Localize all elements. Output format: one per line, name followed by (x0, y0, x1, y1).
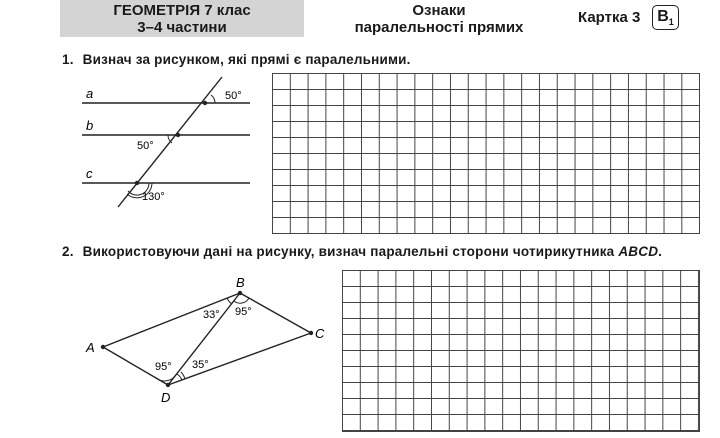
transversal (118, 77, 222, 207)
point-c (135, 181, 139, 185)
angle-label-b-33: 33° (203, 309, 220, 321)
label-line-c: c (86, 166, 93, 181)
angle-label-c: 130° (142, 191, 165, 203)
angle-label-b-95: 95° (235, 306, 252, 318)
label-vertex-b: B (236, 275, 245, 290)
vertex-c (309, 331, 313, 335)
angle-arc-d2 (177, 374, 182, 380)
task-2-period: . (658, 244, 663, 259)
variant-index: 1 (668, 17, 674, 28)
task-2-number: 2. (62, 244, 74, 259)
angle-label-d-35: 35° (192, 359, 209, 371)
angle-arc-b1 (227, 298, 232, 304)
task-1-number: 1. (62, 52, 74, 67)
vertex-d (166, 383, 170, 387)
answer-grid-2[interactable] (342, 270, 700, 432)
label-line-b: b (86, 118, 94, 133)
angle-label-b: 50° (137, 140, 154, 152)
point-a (203, 101, 207, 105)
label-vertex-a: A (86, 340, 95, 355)
label-vertex-d: D (161, 390, 171, 405)
task-1-text: Визнач за рисунком, які прямі є паралельними. (82, 52, 411, 67)
angle-arc-b (168, 135, 172, 143)
angle-arc-d1 (156, 375, 176, 381)
topic-line-1: Ознаки (412, 2, 466, 19)
variant-letter: В (657, 8, 669, 25)
quadrilateral-name: ABCD (618, 244, 659, 259)
task-2-prompt (62, 244, 662, 259)
angle-arc-a (211, 95, 215, 103)
angle-label-d-95: 95° (155, 361, 172, 373)
subject-title: ГЕОМЕТРІЯ 7 клас (113, 2, 251, 19)
label-line-a: a (86, 86, 94, 101)
angle-label-a: 50° (225, 90, 242, 102)
point-b (176, 133, 180, 137)
task-2-text: Використовуючи дані на рисунку, визнач паралельні сторони чотирикутника (82, 244, 619, 259)
side-cd (168, 333, 311, 385)
angle-arc-d3 (181, 372, 185, 379)
card-label: Картка 3 (578, 9, 641, 26)
label-vertex-c: C (315, 326, 325, 341)
answer-grid-1[interactable] (272, 73, 700, 234)
vertex-a (101, 345, 105, 349)
subject-parts: 3–4 частини (137, 19, 227, 36)
topic-line-2: паралельності прямих (354, 19, 524, 36)
vertex-b (238, 291, 242, 295)
